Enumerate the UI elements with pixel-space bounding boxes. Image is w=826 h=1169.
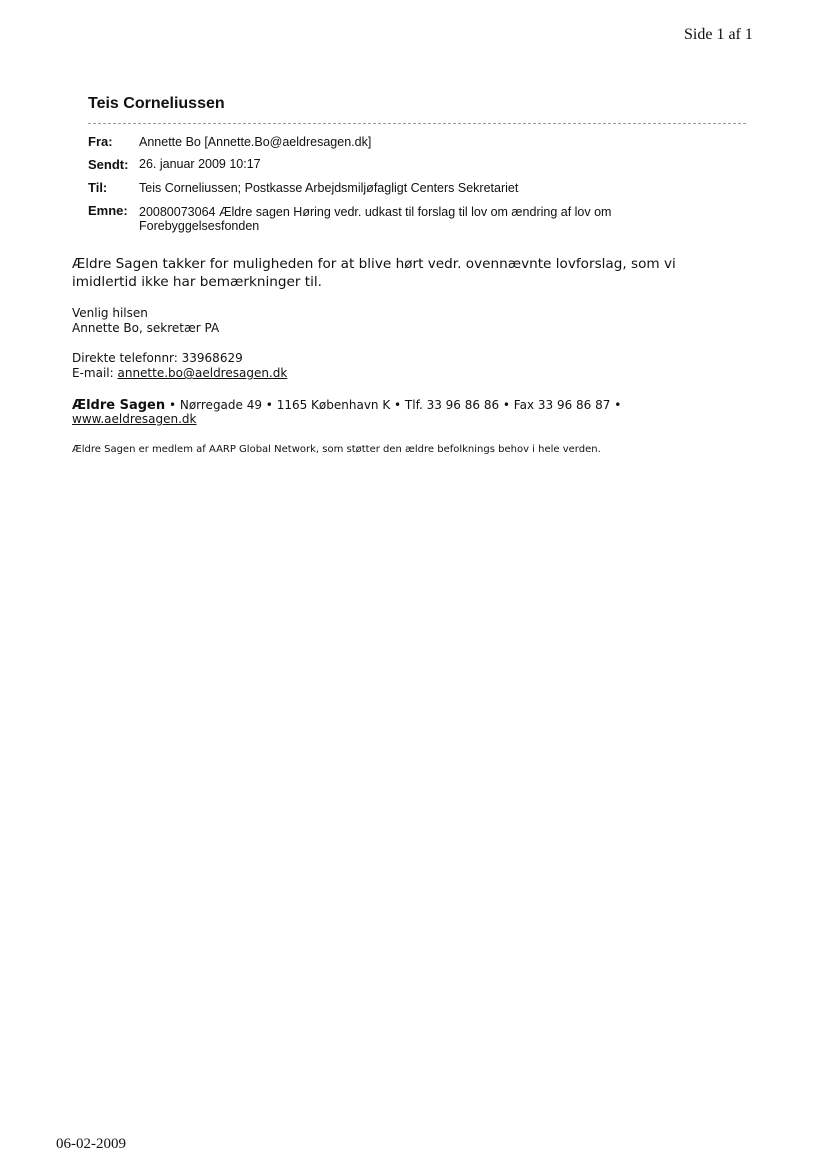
recipient-name-heading: Teis Corneliussen	[88, 95, 225, 112]
from-label: Fra:	[88, 134, 113, 149]
org-line	[72, 398, 621, 413]
phone-line: Direkte telefonnr: 33968629	[72, 351, 243, 365]
from-value: Annette Bo [Annette.Bo@aeldresagen.dk]	[139, 135, 372, 149]
email-label: E-mail:	[72, 366, 118, 380]
body-line-2: imidlertid ikke har bemærkninger til.	[72, 274, 322, 290]
to-label: Til:	[88, 180, 108, 195]
footer-note: Ældre Sagen er medlem af AARP Global Network, som støtter den ældre befolknings behov i hele verden.	[72, 444, 601, 455]
date-stamp: 06-02-2009	[56, 1136, 126, 1152]
to-value: Teis Corneliussen; Postkasse Arbejdsmiljøfagligt Centers Sekretariet	[139, 181, 519, 195]
body-line-1: Ældre Sagen takker for muligheden for at blive hørt vedr. ovennævnte lovforslag, som vi	[72, 256, 676, 272]
email-line	[72, 366, 287, 381]
subject-label: Emne:	[88, 203, 128, 218]
org-name: Ældre Sagen	[72, 398, 166, 413]
header-divider	[88, 123, 746, 124]
email-link[interactable]: annette.bo@aeldresagen.dk	[117, 366, 288, 380]
sent-value: 26. januar 2009 10:17	[139, 157, 261, 171]
org-address: • Nørregade 49 • 1165 København K • Tlf. 33 96 86 86 • Fax 33 96 86 87 •	[165, 398, 622, 412]
website-link[interactable]: www.aeldresagen.dk	[72, 412, 197, 426]
page-number: Side 1 af 1	[684, 26, 753, 43]
greeting: Venlig hilsen	[72, 306, 148, 320]
subject-value: 20080073064 Ældre sagen Høring vedr. udkast til forslag til lov om ændring af lov om	[139, 205, 612, 219]
signer: Annette Bo, sekretær PA	[72, 321, 220, 335]
subject-value-continued: Forebyggelsesfonden	[139, 219, 260, 233]
sent-label: Sendt:	[88, 157, 129, 172]
